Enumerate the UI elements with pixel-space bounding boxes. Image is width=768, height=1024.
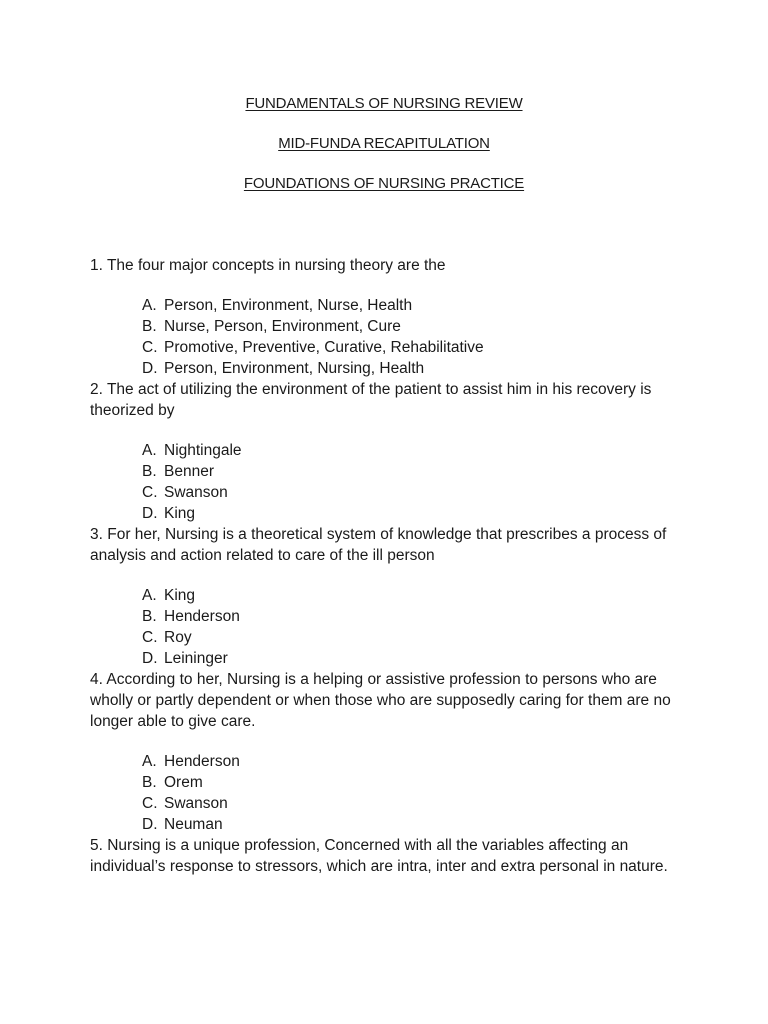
option-letter: C.	[142, 339, 158, 356]
option-letter: A.	[142, 297, 157, 314]
answer-option	[142, 772, 690, 793]
option-text: Benner	[164, 463, 214, 480]
option-letter: D.	[142, 505, 158, 522]
answer-option	[142, 358, 690, 379]
answer-options	[90, 295, 690, 379]
option-letter: D.	[142, 816, 158, 833]
question-text: 1. The four major concepts in nursing theory are the	[90, 257, 446, 274]
document-title: FUNDAMENTALS OF NURSING REVIEW	[245, 95, 523, 112]
answer-option	[142, 627, 690, 648]
option-text: Henderson	[164, 753, 240, 770]
question-item	[90, 524, 690, 669]
option-letter: C.	[142, 484, 158, 501]
option-text: Swanson	[164, 795, 228, 812]
question-item	[90, 835, 690, 877]
answer-options	[90, 751, 690, 835]
option-text: Person, Environment, Nursing, Health	[164, 360, 425, 377]
option-letter: B.	[142, 318, 157, 335]
option-letter: D.	[142, 650, 158, 667]
option-text: King	[164, 587, 196, 604]
question-text: 5. Nursing is a unique profession, Concerned with all the variables affecting an individual’s response to stressors, which are intra, inter and extra personal in nature.	[90, 837, 668, 875]
answer-option	[142, 461, 690, 482]
option-text: Roy	[164, 629, 192, 646]
option-letter: D.	[142, 360, 158, 377]
option-letter: C.	[142, 795, 158, 812]
answer-options	[90, 440, 690, 524]
answer-option	[142, 503, 690, 524]
answer-option	[142, 606, 690, 627]
answer-option	[142, 482, 690, 503]
answer-options	[90, 585, 690, 669]
option-text: Nightingale	[164, 442, 242, 459]
option-letter: B.	[142, 774, 157, 791]
question-list	[90, 255, 690, 877]
option-letter: A.	[142, 587, 157, 604]
question-text: 3. For her, Nursing is a theoretical system of knowledge that prescribes a process of analysis and action related to care of the ill person	[90, 526, 667, 564]
option-text: Nurse, Person, Environment, Cure	[164, 318, 401, 335]
option-text: Leininger	[164, 650, 228, 667]
answer-option	[142, 793, 690, 814]
option-text: King	[164, 505, 196, 522]
option-letter: B.	[142, 463, 157, 480]
question-item	[90, 379, 690, 524]
question-item	[90, 669, 690, 835]
option-letter: A.	[142, 753, 157, 770]
answer-option	[142, 440, 690, 461]
question-text: 2. The act of utilizing the environment of the patient to assist him in his recovery is theorized by	[90, 381, 652, 419]
option-text: Person, Environment, Nurse, Health	[164, 297, 413, 314]
answer-option	[142, 751, 690, 772]
option-letter: A.	[142, 442, 157, 459]
answer-option	[142, 648, 690, 669]
answer-option	[142, 814, 690, 835]
answer-option	[142, 316, 690, 337]
option-text: Promotive, Preventive, Curative, Rehabilitative	[164, 339, 484, 356]
section-title: FOUNDATIONS OF NURSING PRACTICE	[243, 175, 525, 192]
answer-option	[142, 295, 690, 316]
option-text: Neuman	[164, 816, 223, 833]
option-text: Orem	[164, 774, 203, 791]
option-text: Henderson	[164, 608, 240, 625]
question-item	[90, 255, 690, 379]
option-text: Swanson	[164, 484, 228, 501]
question-text: 4. According to her, Nursing is a helping or assistive profession to persons who are wholly or partly dependent or when those who are supposedly caring for them are no longer able to give care.	[90, 671, 671, 730]
document-subtitle: MID-FUNDA RECAPITULATION	[278, 135, 490, 152]
option-letter: C.	[142, 629, 158, 646]
answer-option	[142, 585, 690, 606]
option-letter: B.	[142, 608, 157, 625]
answer-option	[142, 337, 690, 358]
